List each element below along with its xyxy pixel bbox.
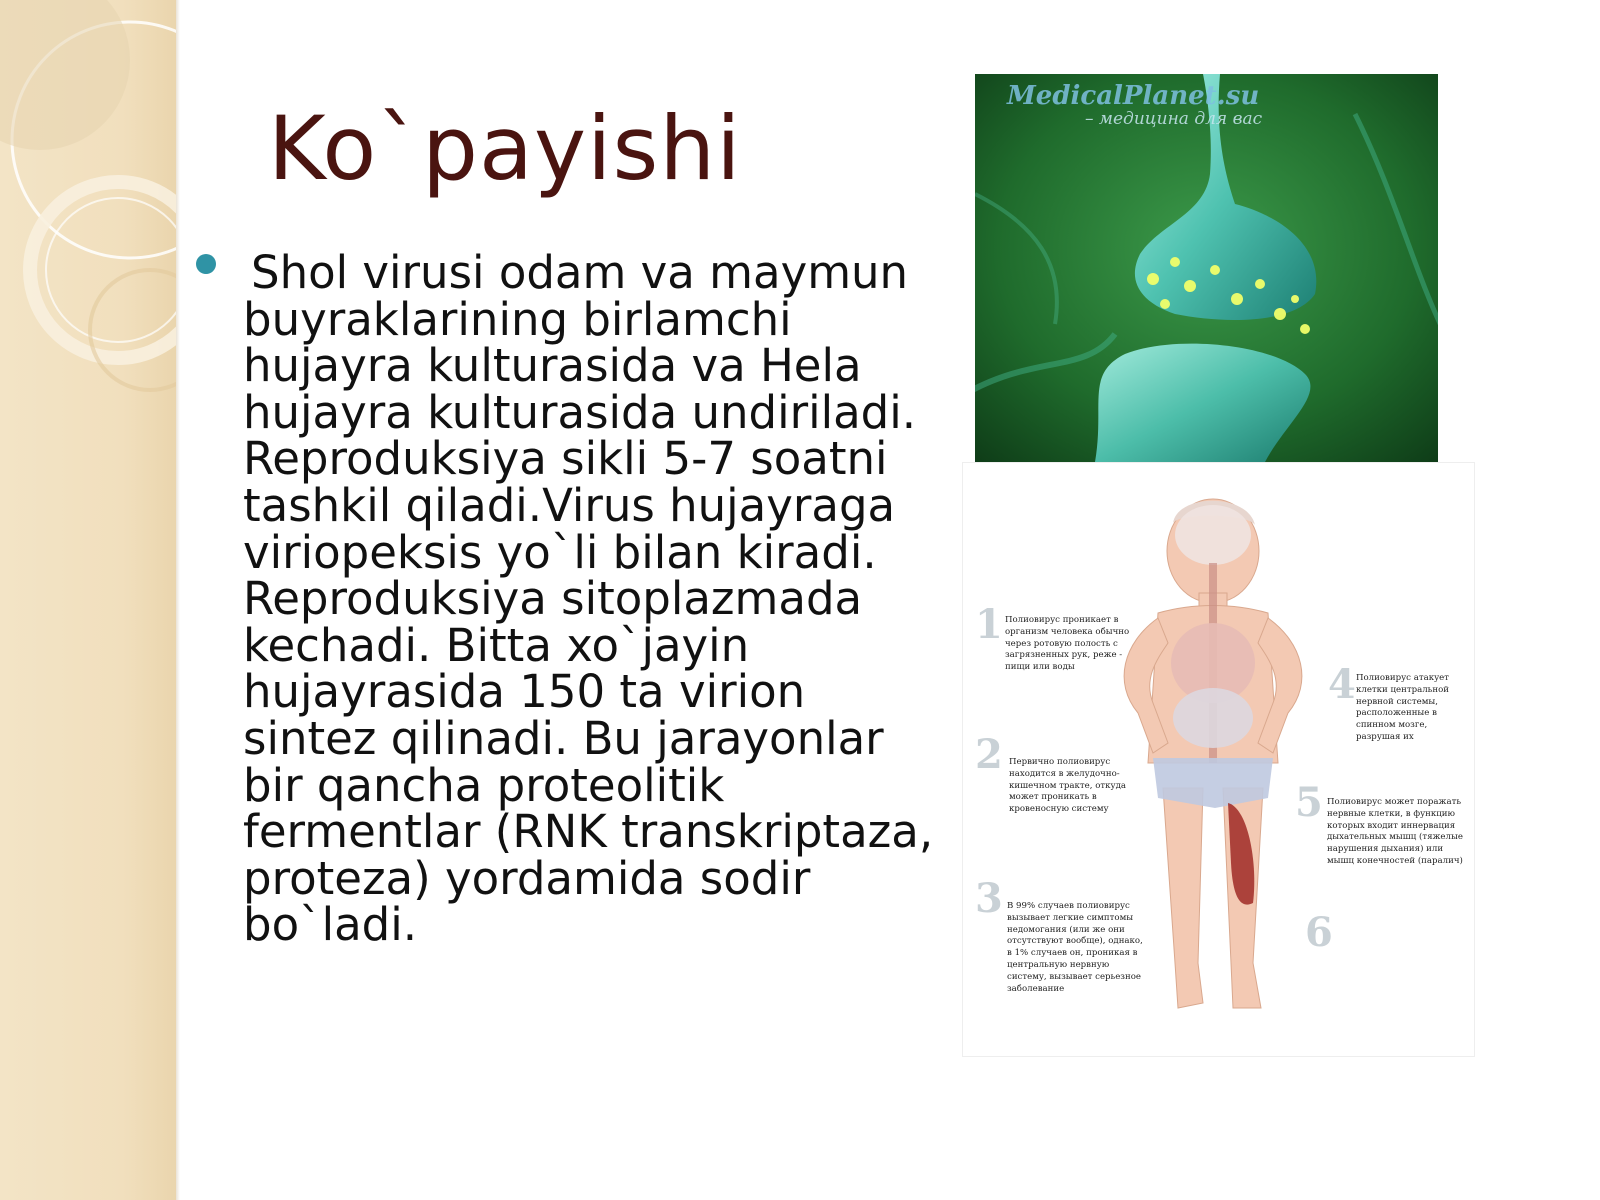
decorative-blob: [0, 0, 130, 150]
decorative-rings: [0, 0, 176, 1200]
anatomy-number: 5: [1295, 779, 1323, 826]
watermark-line2: – медицина для вас: [1085, 109, 1263, 129]
anatomy-note: Первично полиовирус находится в желудочно-кишечном тракте, откуда может проникать в кровеносную систему: [1009, 757, 1126, 815]
anatomy-number: 2: [975, 731, 1003, 778]
anatomy-number: 6: [1305, 909, 1333, 956]
strip-edge: [176, 0, 180, 1200]
anatomy-note: Полиовирус проникает в организм человека обычно через ротовую полость с загрязненных рук, реже - пищи или воды: [1005, 615, 1130, 673]
decorative-ring: [90, 270, 176, 390]
anatomy-note: Полиовирус атакует клетки центральной нервной системы, расположенные в спинном мозге, разрушая их: [1356, 673, 1449, 742]
anatomy-number: 3: [975, 875, 1003, 922]
anatomy-note: Полиовирус может поражать нервные клетки, в функцию которых входит иннервация дыхательных мышц (тяжелые нарушения дыхания) или мышц конечностей (паралич): [1327, 797, 1463, 866]
synapse-illustration: [975, 74, 1438, 462]
synapse-drawing: [975, 74, 1438, 462]
bullet-text: Shol virusi odam va maymun buyraklarining birlamchi hujayra kulturasida va Hela hujayra kulturasida undiriladi. Reproduksiya sikli 5-7 soatni tashkil qiladi.Virus hujayraga viriopeksis yo`li bilan kiradi. Reproduksiya sitoplazmada kechadi. Bitta xo`jayin hujayrasida 150 ta virion sintez qilinadi. Bu jarayonlar bir qancha proteolitik fermentlar (RNK transkriptaza, proteza) yordamida sodir bo`ladi.: [243, 246, 934, 952]
bullet-icon: [196, 254, 216, 274]
anatomy-illustration: [962, 462, 1475, 1057]
watermark-line1: MedicalPlanet.su: [1007, 81, 1260, 111]
anatomy-number: 4: [1328, 661, 1356, 708]
anatomy-note: В 99% случаев полиовирус вызывает легкие симптомы недомогания (или же они отсутствуют вообще), однако, в 1% случаев он, проникая в центральную нервную систему, вызывает серьезное заболевание: [1007, 901, 1143, 994]
decorative-side-strip: [0, 0, 176, 1200]
anatomy-number: 1: [975, 601, 1003, 648]
slide-title: Ko`payishi: [268, 97, 742, 200]
